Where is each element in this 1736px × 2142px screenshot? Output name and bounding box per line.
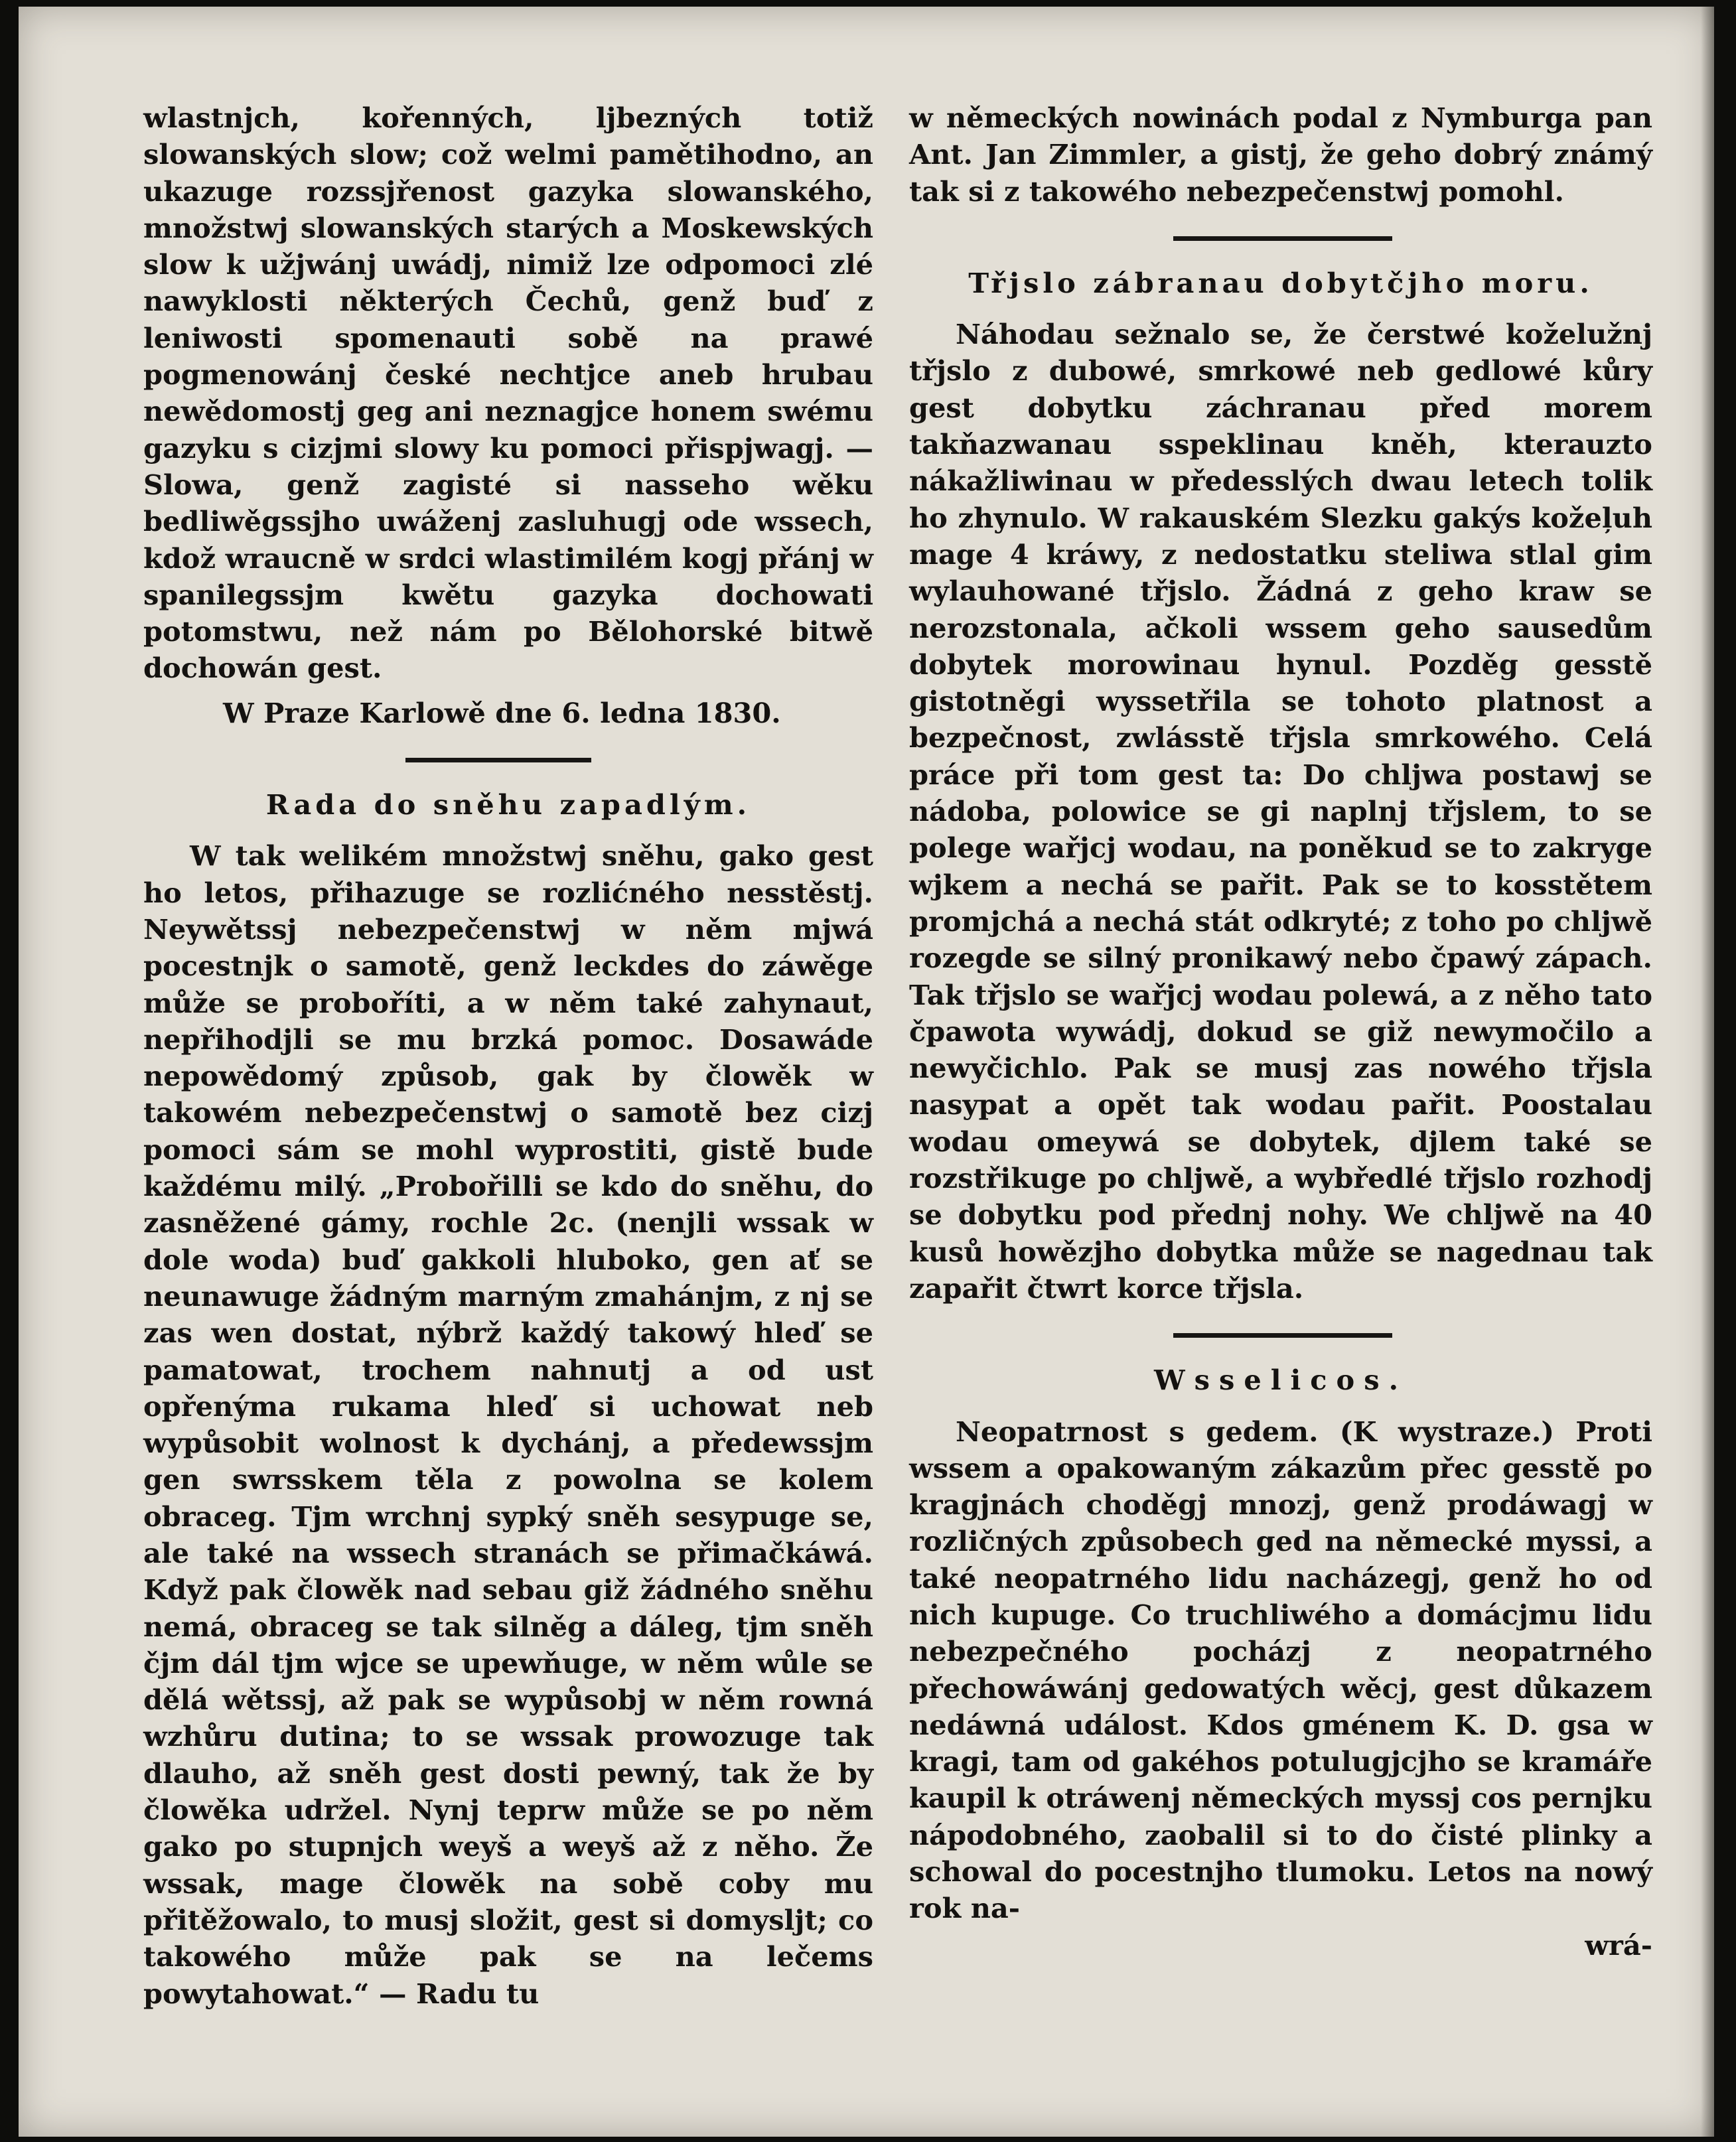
article-heading-trjslo: Třjslo zábranau dobytčjho moru. (968, 266, 1593, 299)
page-edge-shadow (1701, 7, 1714, 2137)
right-paragraph-2: Náhodau sežnalo se, že čerstwé koželužnj třjslo z dubowé, smrkowé neb gedlowé kůry gest dobytku záchranau před morem takňazwanau sspeklinau kněh, kterauzto nákažliwinau w předesslých dwau letech tolik ho zhynulo. W rakauském Slezku gakýs kožeļuh mage 4 kráwy, z nedostatku steliwa stlal gim wylauhowané třjslo. Žádná z geho kraw se nerozstonala, ačkoli wssem geho sausedům dobytek morowinau hynul. Pozděg gesstě gistotněgi wyssetřila se tohoto platnost a bezpečnost, zwlásstě třjsla smrkowého. Celá práce při tom gest ta: Do chljwa postawj se nádoba, polowice se gi naplnj třjslem, to se polege wařjcj wodau, na poněkud se to zakryge wjkem a nechá se pařit. Pak se to kosstětem promjchá a nechá stát odkryté; z toho po chljwě rozegde se silný pronikawý nebo čpawý zápach. Tak třjslo se wařjcj wodau polewá, a z něho tato čpawota wywádj, dokud se giž newymočilo a newyčichlo. Pak se musj zas nowého třjsla nasypat a opět tak wodau pařit. Poostalau wodau omeywá se dobytek, djlem také se rozstřikuge po chljwě, a wybředlé třjslo rozhodj se dobytku pod přednj nohy. We chljwě na 40 kusů howězjho dobytka může se nagednau tak zapařit čtwrt korce třjsla. (909, 318, 1652, 1305)
newspaper-page (19, 7, 1714, 2137)
section-divider (405, 758, 591, 762)
right-paragraph-1: w německých nowinách podal z Nymburga pan Ant. Jan Zimmler, a gistj, že geho dobrý známý tak si z takowého nebezpečenstwj pomohl. (909, 102, 1652, 208)
catchword: wrá- (1585, 1928, 1652, 1962)
section-divider (1173, 1333, 1392, 1338)
article-heading-rada: Rada do sněhu zapadlým. (265, 788, 751, 821)
left-paragraph-2: W tak welikém množstwj sněhu, gako gest ho letos, přihazuge se rozlićného nesstěstj. Neywětssj nebezpečenstwj w něm mjwá pocestnjk o samotě, genž leckdes do záwěge může se proboříti, a w něm také zahynaut, nepřihodjli se mu brzká pomoc. Dosawáde nepowědomý způsob, gak by člowěk w takowém nebezpečenstwj o samotě bez cizj pomoci sám se mohl wyprostiti, gistě bude každému milý. „Probořilli se kdo do sněhu, do zasněžené gámy, rochle 2c. (nenjli wssak w dole woda) buď gakkoli hluboko, gen ať se neunawuge žádným marným zmahánjm, z nj se zas wen dostat, nýbrž každý takowý hleď se pamatowat, trochem nahnutj a od ust opřenýma rukama hleď si uchowat neb wypůsobit wolnost k dychánj, a předewssjm gen swrsskem těla z powolna se kolem obraceg. Tjm wrchnj sypký sněh sesypuge se, ale také na wssech stranách se přimačkáwá. Když pak člowěk nad sebau giž žádného sněhu nemá, obraceg se tak silněg a dáleg, tjm sněh čjm dál tjm wjce se upewňuge, w něm wůle se dělá wětssj, až pak se wypůsobj w něm rowná wzhůru dutina; to se wssak prowozuge tak dlauho, až sněh gest dosti pewný, tak že by člowěka udržel. Nynj teprw může se po něm gako po stupnjch weyš a weyš až z něho. Že wssak, mage člowěk na sobě coby mu přitěžowalo, to musj složit, gest si domysljt; co takowého může pak se na lečems powytahowat.“ — Radu tu (143, 839, 873, 2010)
dateline: W Praze Karlowě dne 6. ledna 1830. (223, 696, 781, 729)
article-heading-wsselicos: Wsselicos. (1153, 1364, 1408, 1397)
left-paragraph-1: wlastnjch, kořenných, ljbezných totiž slowanských slow; což welmi pamětihodno, an ukazuge rozssjřenost gazyka slowanského, množstwj slowanských starých a Moskewských slow k užjwánj uwádj, nimiž lze odpomoci zlé nawyklosti některých Čechů, genž buď z leniwosti spomenauti sobě na prawé pogmenowánj české nechtjce aneb hrubau newědomostj geg ani neznagjce honem swému gazyku s cizjmi slowy ku pomoci přispjwagj. — Slowa, genž zagisté si nasseho wěku bedliwěgssjho uwáženj zasluhugj ode wssech, kdož wraucně w srdci wlastimilém kogj přánj w spanilegssjm kwětu gazyka dochowati potomstwu, než nám po Bělohorské bitwě dochowán gest. (143, 102, 873, 685)
right-column (909, 100, 1652, 1964)
right-paragraph-3: Neopatrnost s gedem. (K wystraze.) Proti wssem a opakowaným zákazům přec gesstě po kragjnách choděgj mnozj, genž prodáwagj w rozličných způsobech ged na německé myssi, a také neopatrného lidu nacházegj, genž ho od nich kupuge. Co truchliwého a domácjmu lidu nebezpečného pocházj z neopatrného přechowáwánj gedowatých wěcj, gest důkazem nedáwná událost. Kdos gménem K. D. gsa w kragi, tam od gakéhos potulugjcjho se kramáře kaupil k otráwenj německých myssj cos pernjku nápodobného, zaobalil si to do čisté plinky a schowal do pocestnjho tlumoku. Letos na nowý rok na- (909, 1415, 1652, 1925)
left-column (143, 100, 873, 2012)
section-divider (1173, 236, 1392, 241)
